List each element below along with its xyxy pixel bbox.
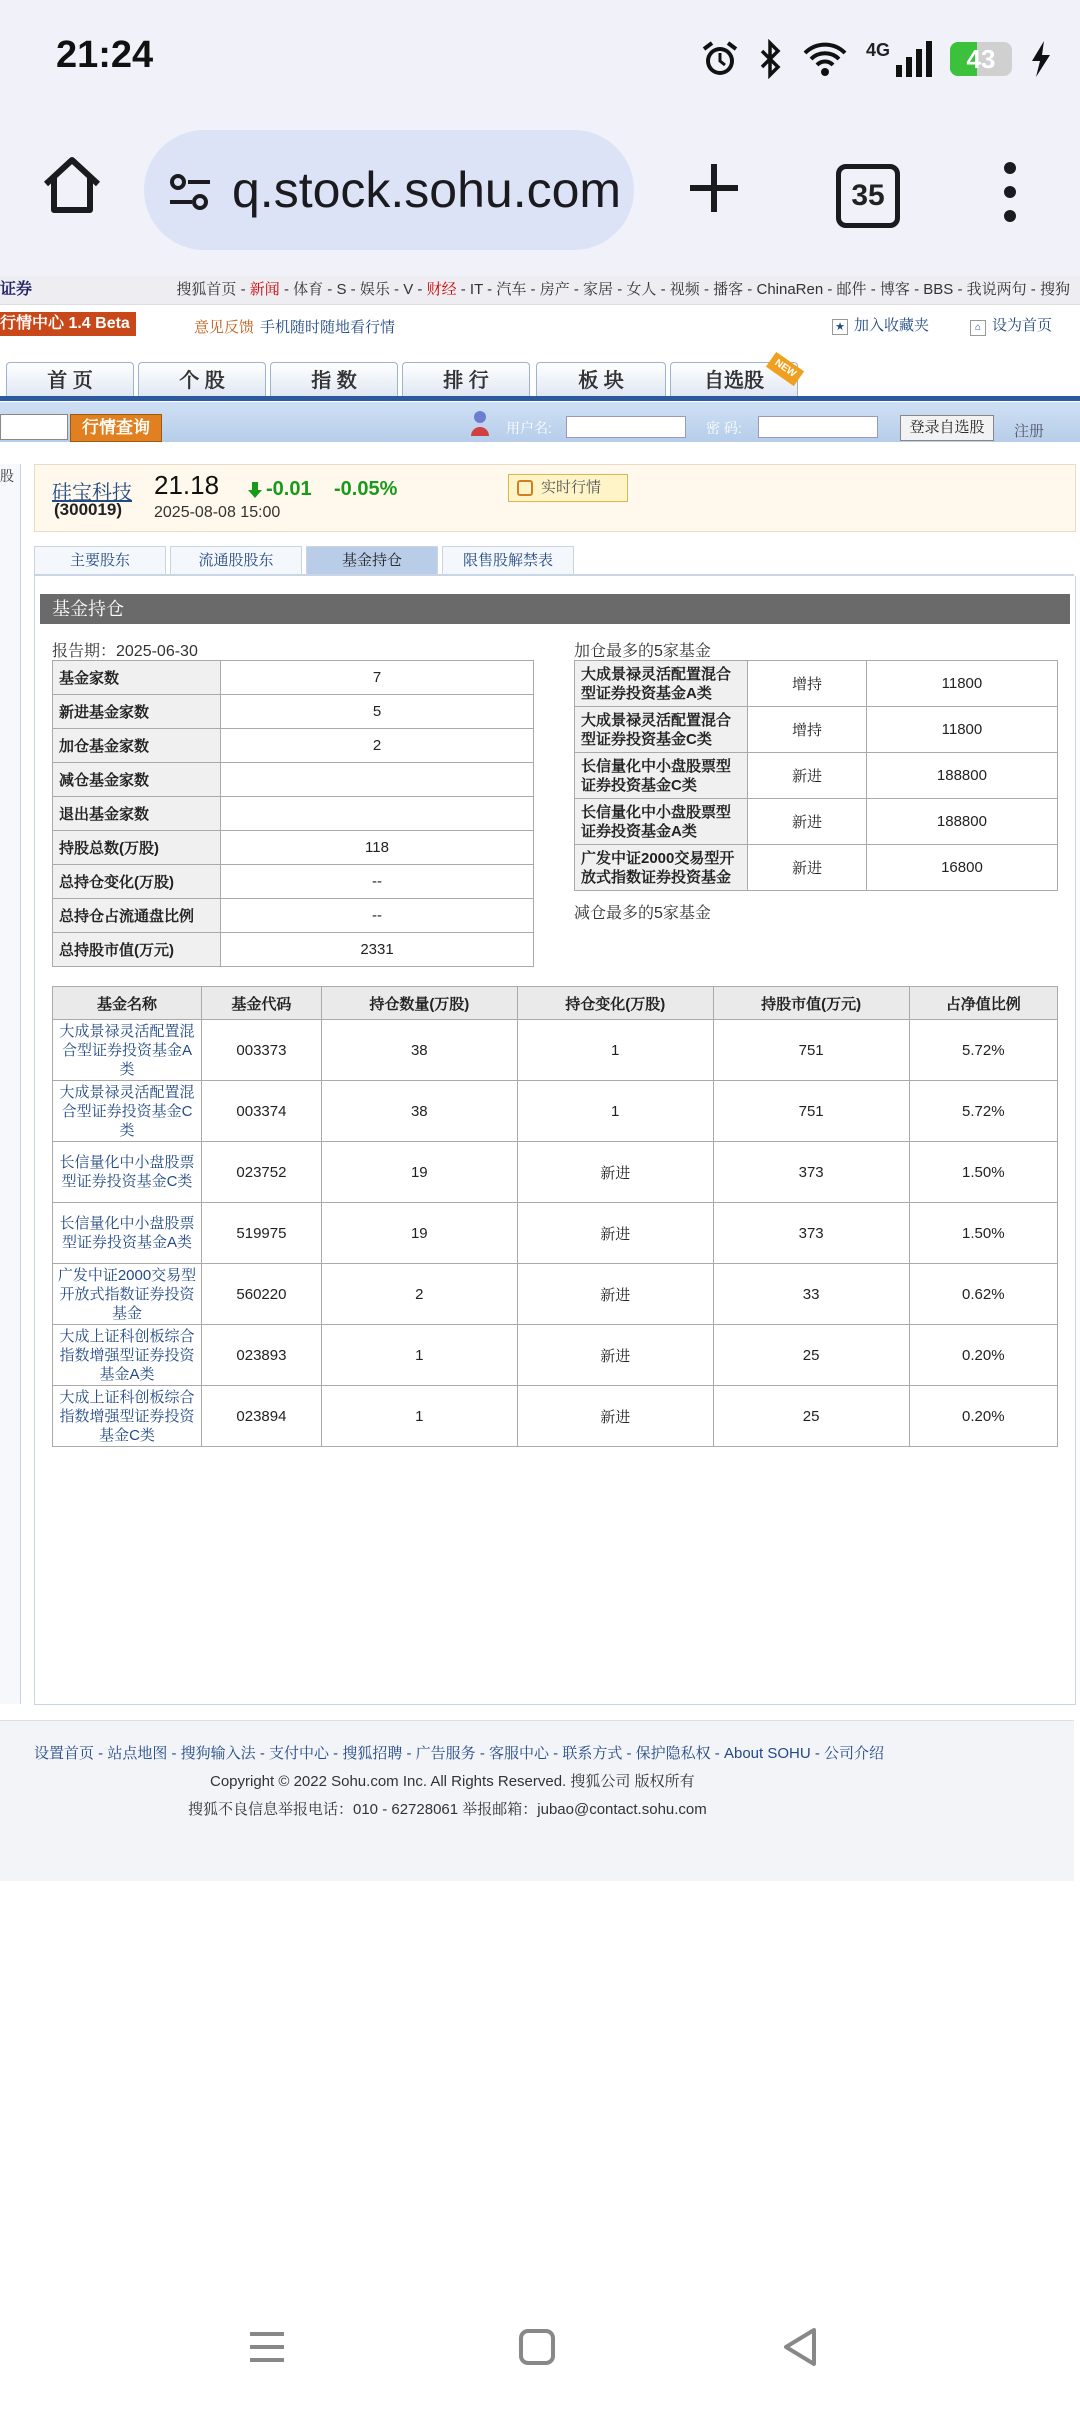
link-chinaren[interactable]: ChinaRen <box>756 281 824 298</box>
summary-value: 2 <box>221 729 534 763</box>
cell-value: 373 <box>713 1203 909 1264</box>
password-input[interactable] <box>758 416 878 438</box>
summary-label: 新进基金家数 <box>53 695 221 729</box>
table-row <box>53 1264 1058 1325</box>
link-sogou[interactable]: 搜狗 <box>1039 281 1070 298</box>
cell-code: 023893 <box>202 1325 322 1386</box>
top-links: 搜狐首页 - 新闻 - 体育 - S - 娱乐 - V - 财经 - IT - 汽车 - 房产 - 家居 - 女人 - 视频 - 播客 - ChinaRen - 邮件 - 博客 - BBS - 我说两句 - 搜狗 <box>176 281 1070 298</box>
realtime-quote-button[interactable] <box>508 474 628 502</box>
fund-value: 188800 <box>866 753 1057 799</box>
add-most-title: 加仓最多的5家基金 <box>574 643 711 660</box>
section-label[interactable]: 证券 <box>0 281 33 298</box>
cell-qty: 19 <box>321 1203 517 1264</box>
link-auto[interactable]: 汽车 <box>496 281 527 298</box>
nav-tab-home[interactable]: 首 页 <box>6 362 134 397</box>
link-mail[interactable]: 邮件 <box>836 281 867 298</box>
add-most-row <box>575 845 1058 891</box>
link-it[interactable]: IT <box>469 281 483 298</box>
user-icon <box>470 410 490 436</box>
status-icons <box>700 34 1052 84</box>
footer-links[interactable]: 设置首页 - 站点地图 - 搜狗输入法 - 支付中心 - 搜狐招聘 - 广告服务 - 客服中心 - 联系方式 - 保护隐私权 - About SOHU - 公司介绍 <box>34 1745 885 1762</box>
fund-name[interactable]: 广发中证2000交易型开放式指数证券投资基金 <box>575 845 748 891</box>
cell-qty: 38 <box>321 1081 517 1142</box>
fund-value: 16800 <box>866 845 1057 891</box>
fund-action: 新进 <box>748 799 867 845</box>
signal-icon <box>894 41 932 77</box>
report-date: 报告期：2025-06-30 <box>52 643 198 660</box>
summary-value: -- <box>221 899 534 933</box>
stock-time: 2025-08-08 15:00 <box>154 504 281 521</box>
stock-name-link[interactable]: 硅宝科技 <box>52 482 132 504</box>
realtime-label: 实时行情 <box>541 479 602 496</box>
link-v[interactable]: V <box>403 281 414 298</box>
table-row <box>53 1325 1058 1386</box>
cell-ratio: 0.62% <box>909 1264 1057 1325</box>
summary-label: 退出基金家数 <box>53 797 221 831</box>
tab-fund-holdings[interactable]: 基金持仓 <box>306 546 438 575</box>
link-women[interactable]: 女人 <box>626 281 657 298</box>
report-contact: 搜狐不良信息举报电话：010 - 62728061 举报邮箱：jubao@contact.sohu.com <box>188 1801 707 1818</box>
nav-tab-sector[interactable]: 板 块 <box>536 362 666 397</box>
status-time: 21:24 <box>56 34 154 76</box>
summary-label: 总持仓变化(万股) <box>53 865 221 899</box>
link-ent[interactable]: 娱乐 <box>359 281 390 298</box>
add-favorite-link[interactable] <box>832 314 929 335</box>
column-header: 基金名称 <box>53 987 202 1020</box>
cell-ratio: 1.50% <box>909 1203 1057 1264</box>
home-nav-icon[interactable] <box>516 2326 558 2368</box>
summary-row <box>53 763 534 797</box>
battery-level: 43 <box>966 44 996 74</box>
summary-label: 总持股市值(万元) <box>53 933 221 967</box>
fund-action: 新进 <box>748 753 867 799</box>
summary-row <box>53 831 534 865</box>
summary-row <box>53 661 534 695</box>
link-home[interactable]: 家居 <box>583 281 614 298</box>
summary-label: 基金家数 <box>53 661 221 695</box>
new-tab-icon[interactable] <box>682 156 746 220</box>
summary-label: 持股总数(万股) <box>53 831 221 865</box>
add-most-row <box>575 799 1058 845</box>
down-arrow-icon <box>248 482 262 498</box>
wifi-icon <box>802 41 848 77</box>
summary-table <box>52 660 534 967</box>
cell-value: 25 <box>713 1325 909 1386</box>
link-house[interactable]: 房产 <box>539 281 570 298</box>
column-header: 占净值比例 <box>909 987 1057 1020</box>
column-header: 持仓变化(万股) <box>517 987 713 1020</box>
login-button[interactable]: 登录自选股 <box>900 415 994 441</box>
summary-row <box>53 729 534 763</box>
add-most-table <box>574 660 1058 891</box>
cell-qty: 1 <box>321 1386 517 1447</box>
table-row <box>53 1386 1058 1447</box>
nav-tab-rank[interactable]: 排 行 <box>402 362 530 397</box>
cell-ratio: 0.20% <box>909 1325 1057 1386</box>
home-icon[interactable] <box>36 150 108 222</box>
brand-badge: 行情中心 1.4 Beta <box>0 312 136 336</box>
fund-name[interactable]: 大成景禄灵活配置混合型证券投资基金A类 <box>575 661 748 707</box>
fund-name[interactable]: 大成景禄灵活配置混合型证券投资基金C类 <box>575 707 748 753</box>
stock-price: 21.18 <box>154 470 220 500</box>
summary-value: 118 <box>221 831 534 865</box>
cell-code: 519975 <box>202 1203 322 1264</box>
link-news[interactable]: 新闻 <box>249 281 280 298</box>
link-sohu-home[interactable]: 搜狐首页 <box>176 281 237 298</box>
username-input[interactable] <box>566 416 686 438</box>
fund-action: 增持 <box>748 707 867 753</box>
clock-icon <box>517 480 533 496</box>
summary-row <box>53 695 534 729</box>
charging-icon <box>1030 39 1052 79</box>
tab-major-holders[interactable]: 主要股东 <box>34 546 166 575</box>
site-settings-icon[interactable] <box>166 168 214 216</box>
summary-label: 总持仓占流通盘比例 <box>53 899 221 933</box>
summary-value: 2331 <box>221 933 534 967</box>
cell-name[interactable]: 广发中证2000交易型开放式指数证券投资基金 <box>53 1264 202 1325</box>
fund-detail-table <box>52 986 1058 1447</box>
set-home-label: 设为首页 <box>992 317 1053 334</box>
link-bbs[interactable]: BBS <box>923 281 954 298</box>
link-finance[interactable]: 财经 <box>426 281 457 298</box>
table-row <box>53 1142 1058 1203</box>
tab-lockup-release[interactable]: 限售股解禁表 <box>442 546 574 575</box>
cell-change: 新进 <box>517 1203 713 1264</box>
cell-value: 373 <box>713 1142 909 1203</box>
cell-value: 751 <box>713 1081 909 1142</box>
table-row <box>53 1020 1058 1081</box>
link-s[interactable]: S <box>336 281 347 298</box>
cell-change: 1 <box>517 1020 713 1081</box>
nav-underline <box>0 396 1080 401</box>
summary-label: 减仓基金家数 <box>53 763 221 797</box>
section-title: 基金持仓 <box>40 594 1070 624</box>
summary-value: 7 <box>221 661 534 695</box>
register-link[interactable]: 注册 <box>1014 423 1045 440</box>
column-header: 持仓数量(万股) <box>321 987 517 1020</box>
cell-code: 023752 <box>202 1142 322 1203</box>
table-row <box>53 1081 1058 1142</box>
cell-value: 751 <box>713 1020 909 1081</box>
summary-row <box>53 899 534 933</box>
set-home-link[interactable] <box>970 314 1052 336</box>
column-header: 持股市值(万元) <box>713 987 909 1020</box>
house-icon: ⌂ <box>970 320 986 336</box>
add-most-row <box>575 753 1058 799</box>
cell-code: 003374 <box>202 1081 322 1142</box>
back-icon[interactable] <box>780 2326 822 2368</box>
cell-name[interactable]: 大成上证科创板综合指数增强型证券投资基金C类 <box>53 1386 202 1447</box>
cell-ratio: 5.72% <box>909 1020 1057 1081</box>
password-label: 密 码: <box>706 420 742 436</box>
nav-tab-stock[interactable]: 个 股 <box>138 362 266 397</box>
link-podcast[interactable]: 播客 <box>713 281 744 298</box>
cell-name[interactable]: 大成景禄灵活配置混合型证券投资基金A类 <box>53 1020 202 1081</box>
tab-float-holders[interactable]: 流通股股东 <box>170 546 302 575</box>
summary-value <box>221 763 534 797</box>
stock-search-input[interactable] <box>0 414 68 440</box>
cell-value: 33 <box>713 1264 909 1325</box>
fund-value: 188800 <box>866 799 1057 845</box>
cell-change: 新进 <box>517 1142 713 1203</box>
table-row <box>53 1203 1058 1264</box>
reduce-most-title: 减仓最多的5家基金 <box>574 905 711 922</box>
cell-code: 560220 <box>202 1264 322 1325</box>
cell-change: 新进 <box>517 1264 713 1325</box>
cell-code: 023894 <box>202 1386 322 1447</box>
summary-row <box>53 797 534 831</box>
fund-action: 新进 <box>748 845 867 891</box>
stock-change-pct: -0.05% <box>334 478 398 500</box>
fund-value: 11800 <box>866 661 1057 707</box>
tab-switcher-button[interactable]: 35 <box>836 164 900 228</box>
left-sidebar-strip <box>0 464 21 1704</box>
summary-value: -- <box>221 865 534 899</box>
column-header: 基金代码 <box>202 987 322 1020</box>
cell-change: 新进 <box>517 1386 713 1447</box>
fund-name[interactable]: 长信量化中小盘股票型证券投资基金A类 <box>575 799 748 845</box>
quote-search-button[interactable]: 行情查询 <box>70 414 162 442</box>
cell-ratio: 5.72% <box>909 1081 1057 1142</box>
new-badge: NEW <box>766 352 804 386</box>
cell-name[interactable]: 长信量化中小盘股票型证券投资基金A类 <box>53 1203 202 1264</box>
cell-name[interactable]: 大成上证科创板综合指数增强型证券投资基金A类 <box>53 1325 202 1386</box>
cell-change: 新进 <box>517 1325 713 1386</box>
add-most-row <box>575 661 1058 707</box>
network-type: 4G <box>865 39 890 60</box>
cell-change: 1 <box>517 1081 713 1142</box>
add-favorite-label: 加入收藏夹 <box>854 317 930 334</box>
cell-ratio: 0.20% <box>909 1386 1057 1447</box>
fund-value: 11800 <box>866 707 1057 753</box>
summary-label: 加仓基金家数 <box>53 729 221 763</box>
summary-value: 5 <box>221 695 534 729</box>
stock-code: (300019) <box>54 500 123 519</box>
cell-qty: 38 <box>321 1020 517 1081</box>
mobile-link[interactable]: 手机随时随地看行情 <box>260 319 396 336</box>
left-sidebar-label[interactable]: 股 <box>0 468 14 484</box>
cell-ratio: 1.50% <box>909 1142 1057 1203</box>
cell-qty: 2 <box>321 1264 517 1325</box>
fund-action: 增持 <box>748 661 867 707</box>
battery-icon <box>950 42 1012 76</box>
nav-tab-index[interactable]: 指 数 <box>270 362 398 397</box>
stock-change: -0.01 <box>266 478 312 500</box>
bluetooth-icon <box>758 39 784 79</box>
more-menu-icon[interactable] <box>990 156 1030 228</box>
recents-icon[interactable] <box>246 2326 288 2368</box>
alarm-icon <box>700 39 740 79</box>
url-text[interactable]: q.stock.sohu.com <box>232 162 622 218</box>
fund-name[interactable]: 长信量化中小盘股票型证券投资基金C类 <box>575 753 748 799</box>
cell-qty: 19 <box>321 1142 517 1203</box>
username-label: 用户名: <box>506 420 552 436</box>
cell-code: 003373 <box>202 1020 322 1081</box>
copyright: Copyright © 2022 Sohu.com Inc. All Rights Reserved. 搜狐公司 版权所有 <box>210 1773 695 1790</box>
link-comments[interactable]: 我说两句 <box>966 281 1027 298</box>
cell-qty: 1 <box>321 1325 517 1386</box>
link-blog[interactable]: 博客 <box>879 281 910 298</box>
summary-row <box>53 865 534 899</box>
cell-name[interactable]: 大成景禄灵活配置混合型证券投资基金C类 <box>53 1081 202 1142</box>
link-video[interactable]: 视频 <box>669 281 700 298</box>
star-icon: ★ <box>832 319 848 335</box>
cell-value: 25 <box>713 1386 909 1447</box>
cell-name[interactable]: 长信量化中小盘股票型证券投资基金C类 <box>53 1142 202 1203</box>
nav-tab-watchlist[interactable]: 自选股 <box>670 362 798 397</box>
summary-row <box>53 933 534 967</box>
add-most-row <box>575 707 1058 753</box>
summary-value <box>221 797 534 831</box>
feedback-link[interactable]: 意见反馈 <box>194 319 255 336</box>
link-sports[interactable]: 体育 <box>293 281 324 298</box>
webpage <box>0 276 1080 1888</box>
